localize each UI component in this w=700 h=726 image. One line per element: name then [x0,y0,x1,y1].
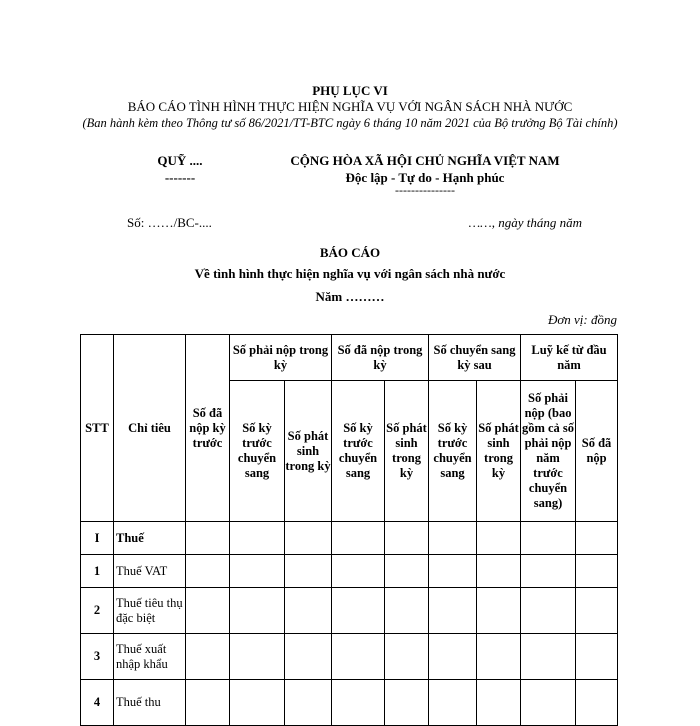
row-stt: 1 [81,555,114,588]
header-prev-paid: Số đã nộp kỳ trước [186,335,230,522]
header-chi-tieu: Chỉ tiêu [114,335,186,522]
republic-name: CỘNG HÒA XÃ HỘI CHỦ NGHĨA VIỆT NAM [290,153,560,168]
fund-divider: ------- [164,170,196,185]
header-accum: Luỹ kế từ đầu năm [521,335,618,381]
header-payable-prev: Số kỳ trước chuyển sang [230,381,285,522]
document-number: Số: ……/BC-.... [127,215,212,230]
header-paid-arising: Số phát sinh trong kỳ [385,381,429,522]
header-carry-arising: Số phát sinh trong kỳ [477,381,521,522]
header-payable: Số phải nộp trong kỳ [230,335,332,381]
header-stt: STT [81,335,114,522]
obligation-table [80,334,618,726]
header-payable-arising: Số phát sinh trong kỳ [285,381,332,522]
row-label: Thuế tiêu thụ đặc biệt [114,588,186,634]
table-row [81,522,618,555]
fund-name: QUỸ .... [157,153,203,168]
table-row [81,555,618,588]
row-stt: 4 [81,680,114,726]
report-subtitle: Về tình hình thực hiện nghĩa vụ với ngân sách nhà nước [194,266,506,281]
header-accum-paid: Số đã nộp [576,381,618,522]
issued-note: (Ban hành kèm theo Thông tư số 86/2021/TT-BTC ngày 6 tháng 10 năm 2021 của Bộ trưởng Bộ Tài chính) [82,116,618,130]
currency-unit: Đơn vị: đồng [547,312,617,327]
header-carry-prev: Số kỳ trước chuyển sang [429,381,477,522]
row-label: Thuế VAT [114,555,186,588]
header-carry: Số chuyển sang kỳ sau [429,335,521,381]
motto-divider: --------------- [395,183,455,197]
appendix-title: PHỤ LỤC VI [312,83,388,98]
report-title: BÁO CÁO [319,245,381,260]
row-label: Thuế thu [114,680,186,726]
row-stt: 2 [81,588,114,634]
row-label: Thuế xuất nhập khẩu [114,634,186,680]
table-row [81,588,618,634]
header-accum-payable: Số phải nộp (bao gồm cả số phải nộp năm trước chuyển sang) [521,381,576,522]
report-form-title: BÁO CÁO TÌNH HÌNH THỰC HIỆN NGHĨA VỤ VỚI NGÂN SÁCH NHÀ NƯỚC [127,99,573,114]
row-stt: I [81,522,114,555]
row-stt: 3 [81,634,114,680]
table-row [81,634,618,680]
header-paid: Số đã nộp trong kỳ [332,335,429,381]
header-paid-prev: Số kỳ trước chuyển sang [332,381,385,522]
national-motto: Độc lập - Tự do - Hạnh phúc [345,170,505,185]
row-label: Thuế [114,522,186,555]
table-row [81,680,618,726]
report-year: Năm ……… [315,289,385,304]
document-date: ……, ngày tháng năm [468,215,582,230]
